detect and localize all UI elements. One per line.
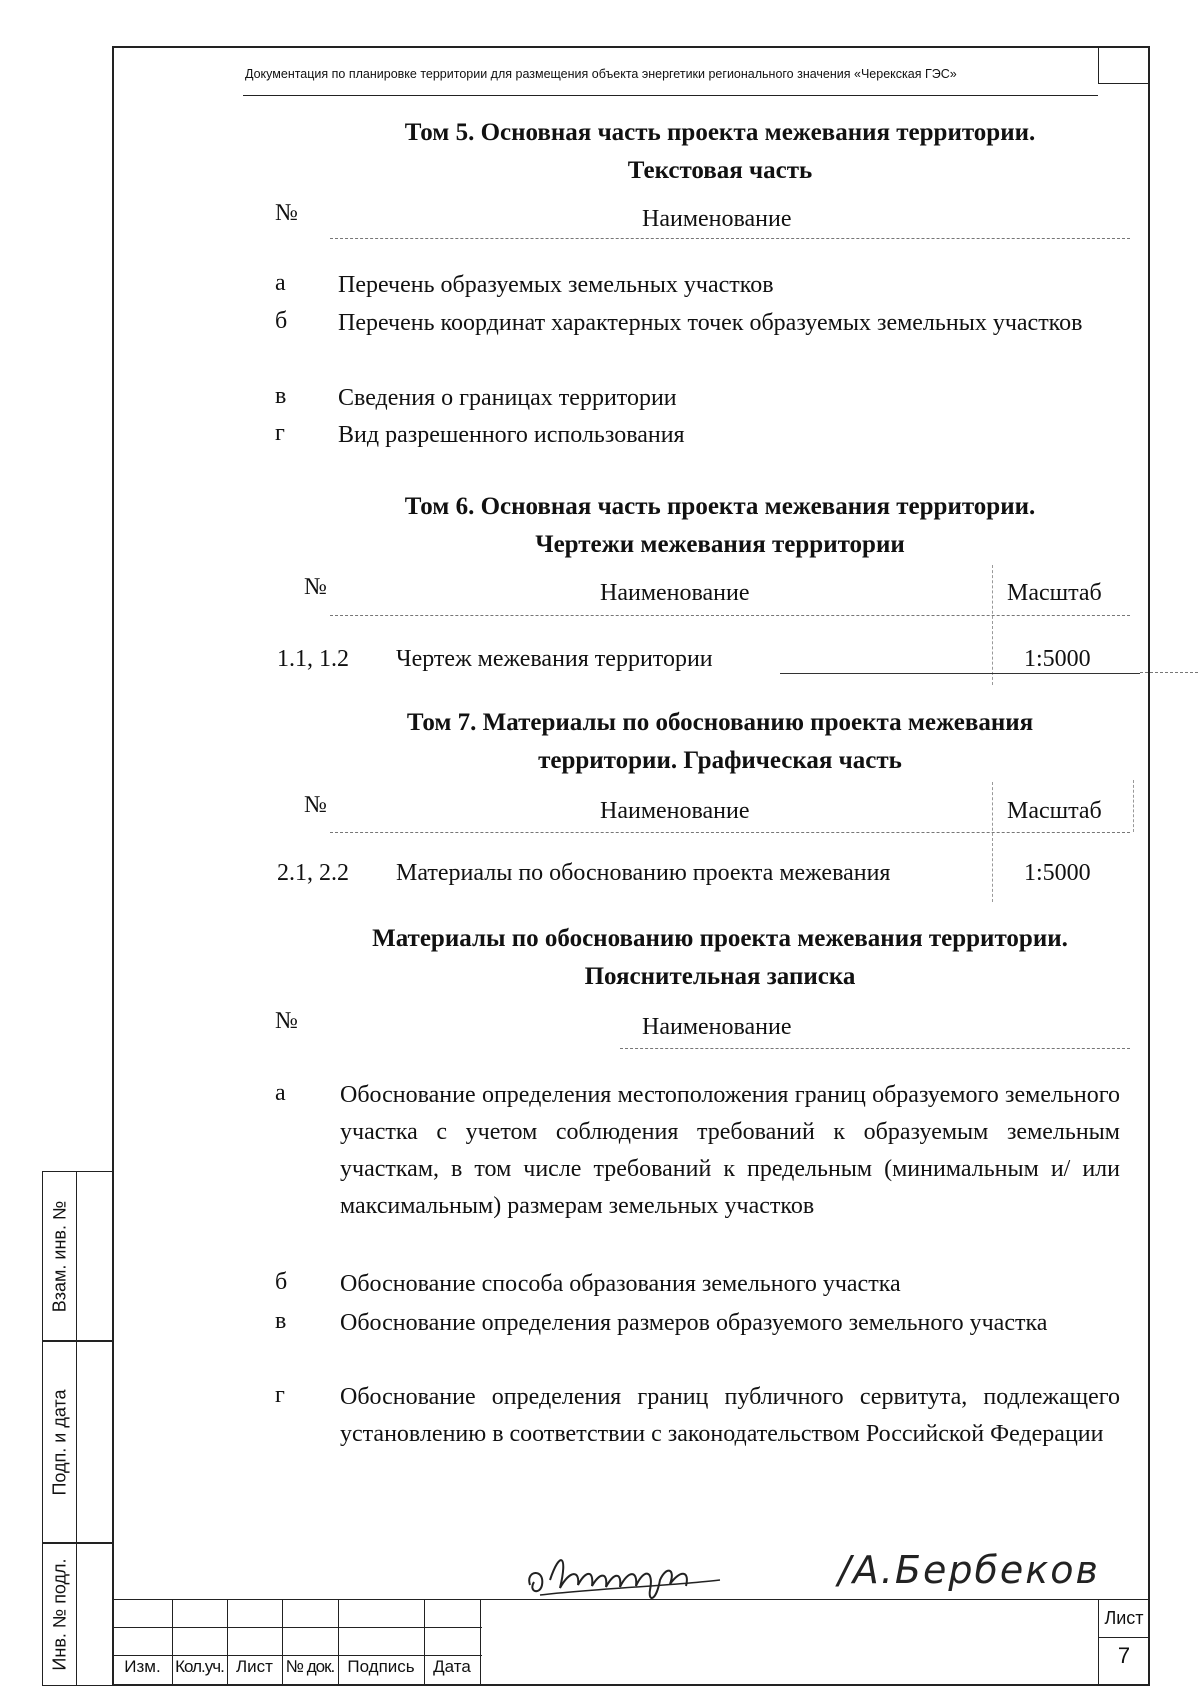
- left-stamp-separator-3: [76, 1543, 77, 1686]
- section8-col-num: №: [275, 1008, 298, 1034]
- section7-header-rule: [330, 832, 1130, 833]
- sheet-number: 7: [1117, 1643, 1131, 1668]
- title-block-vline-6: [480, 1599, 481, 1686]
- left-stamp-separator-1: [76, 1171, 77, 1341]
- title-block-caption-change: Изм.: [124, 1657, 161, 1676]
- title-block-row-line-2: [112, 1655, 482, 1656]
- left-stamp-label-replaced: Взам. инв. №: [49, 1200, 70, 1312]
- title-block-caption-date: Дата: [433, 1657, 471, 1676]
- section5-row-b-mark: б: [275, 308, 288, 334]
- section8-row-b-mark: б: [275, 1269, 288, 1295]
- section6-title-line1: Том 6. Основная часть проекта межевания территории.: [404, 493, 1036, 520]
- section8-row-c-mark: в: [275, 1308, 287, 1334]
- section8-row-a-mark: а: [275, 1080, 286, 1106]
- section7-col-name: Наименование: [600, 798, 750, 824]
- section5-row-d-text: Вид разрешенного использования: [338, 422, 685, 448]
- section8-col-name: Наименование: [642, 1014, 792, 1040]
- section6-row1-num: 1.1, 1.2: [277, 646, 349, 672]
- section7-col-num: №: [304, 792, 327, 818]
- section5-row-d-mark: г: [275, 420, 285, 446]
- title-block-caption-count: Кол.уч.: [175, 1657, 224, 1676]
- section8-row-c-text: Обоснование определения размеров образуемого земельного участка: [340, 1310, 1048, 1336]
- section6-row1-underline: [780, 673, 1140, 674]
- section6-column-divider: [992, 565, 993, 685]
- section5-row-a-text: Перечень образуемых земельных участков: [338, 272, 774, 298]
- section7-row1-name: Материалы по обоснованию проекта межевания: [396, 860, 891, 886]
- section6-header-rule: [330, 615, 1130, 616]
- section5-title-line2: Текстовая часть: [627, 157, 813, 184]
- header-rule: [243, 95, 1098, 96]
- section8-header-rule: [620, 1048, 1130, 1049]
- section7-row1-scale: 1:5000: [1024, 860, 1091, 886]
- section5-row-b-text: Перечень координат характерных точек образуемых земельных участков: [338, 310, 1083, 336]
- section8-row-d-text: Обоснование определения границ публичного сервитута, подлежащего установлению в соответствии с законодательством Российской Федерации: [340, 1384, 1120, 1447]
- section8-row-b-text: Обоснование способа образования земельного участка: [340, 1271, 901, 1297]
- title-block-caption-signature: Подпись: [347, 1657, 415, 1676]
- section7-title-line2: территории. Графическая часть: [538, 747, 902, 774]
- section6-col-name: Наименование: [600, 580, 750, 606]
- section8-title-line2: Пояснительная записка: [584, 963, 856, 990]
- title-block-row-line-1: [112, 1627, 482, 1628]
- section6-row1-name: Чертеж межевания территории: [396, 646, 713, 672]
- section5-header-rule: [330, 238, 1130, 239]
- document-header: Документация по планировке территории для размещения объекта энергетики регионального значения «Черекская ГЭС»: [245, 67, 957, 81]
- section6-title-line2: Чертежи межевания территории: [535, 531, 905, 558]
- left-stamp-separator-2: [76, 1341, 77, 1543]
- section6-row1-tail-line: [1140, 672, 1198, 673]
- section6-col-scale: Масштаб: [1007, 580, 1102, 606]
- section5-col-num: №: [275, 200, 298, 226]
- section5-row-a-mark: а: [275, 270, 286, 296]
- section7-column-divider: [992, 782, 993, 902]
- sheet-label: Лист: [1104, 1608, 1144, 1628]
- section8-row-a-text: Обоснование определения местоположения границ образуемого земельного участка с учетом соблюдения требований к образуемым земельным участкам, в том числе требований к предельным (минимальным и/ или максимальным) размерам земельных участков: [340, 1082, 1120, 1219]
- section7-row1-num: 2.1, 2.2: [277, 860, 349, 886]
- section5-row-c-mark: в: [275, 383, 287, 409]
- left-stamp-label-original: Инв. № подл.: [49, 1558, 70, 1671]
- section6-row1-scale: 1:5000: [1024, 646, 1091, 672]
- section7-title-line1: Том 7. Материалы по обоснованию проекта межевания: [406, 709, 1034, 736]
- section7-right-border: [1133, 780, 1134, 832]
- printed-signature-name: /А.Бербеков: [838, 1548, 1100, 1592]
- section6-col-num: №: [304, 574, 327, 600]
- section5-col-name: Наименование: [642, 206, 792, 232]
- section8-title-line1: Материалы по обоснованию проекта межевания территории.: [372, 925, 1068, 952]
- left-stamp-label-date: Подп. и дата: [49, 1388, 70, 1496]
- section8-row-d-mark: г: [275, 1382, 285, 1408]
- title-block-caption-sheet: Лист: [236, 1657, 273, 1676]
- section5-row-c-text: Сведения о границах территории: [338, 385, 677, 411]
- title-block-top-border: [112, 1599, 1150, 1600]
- section5-title-line1: Том 5. Основная часть проекта межевания территории.: [404, 119, 1036, 146]
- title-block-caption-doc-number: № док.: [285, 1657, 335, 1676]
- header-corner-box: [1098, 46, 1150, 84]
- sheet-box-midline: [1098, 1637, 1150, 1638]
- section7-col-scale: Масштаб: [1007, 798, 1102, 824]
